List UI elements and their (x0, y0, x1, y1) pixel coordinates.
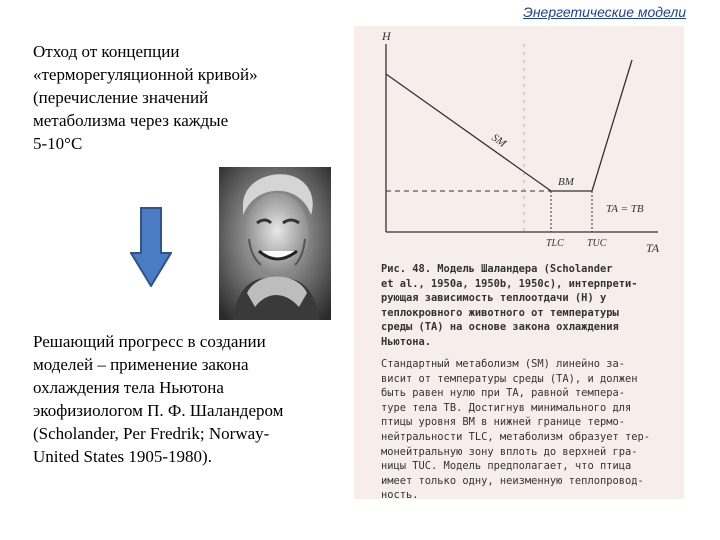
y-axis-label: H (382, 29, 391, 43)
heat-rise-line (592, 60, 632, 191)
description-line: туре тела TB. Достигнув минимального для (381, 401, 632, 414)
caption-line: et al., 1950a, 1950b, 1950c), интерпрети- (381, 277, 638, 290)
scholander-model-graph (354, 26, 684, 262)
equality-label: TA = TB (606, 203, 644, 215)
scholander-portrait-image (219, 167, 331, 320)
concept-line: метаболизма через каждые (33, 111, 229, 130)
concept-line: 5-10°С (33, 134, 83, 153)
sm-label: SM (489, 131, 509, 150)
x-axis-label: TA (646, 241, 660, 255)
description-line: быть равен нулю при TA, равной темпера- (381, 387, 625, 400)
progress-line: моделей – применение закона (33, 355, 249, 374)
caption-line: среды (TA) на основе закона охлаждения (381, 321, 619, 334)
progress-line: экофизиологом П. Ф. Шаландером (33, 401, 284, 420)
tlc-label: TLC (546, 238, 564, 249)
progress-line: United States 1905-1980). (33, 447, 212, 466)
description-line: Стандартный метаболизм (SM) линейно за- (381, 358, 625, 370)
description-line: ность. (381, 489, 419, 502)
description-line: висит от температуры среды (TA), и должен (381, 372, 638, 385)
caption-line: Ньютона. (381, 335, 432, 348)
description-line: птицы уровня BM в нижней границе термо- (381, 416, 625, 429)
header-title[interactable]: Энергетические модели (523, 4, 686, 20)
caption-line: Рис. 48. Модель Шаландера (Scholander (381, 263, 613, 275)
description-line: имеет только одну, неизменную теплопровод- (381, 474, 644, 487)
scholander-figure-panel (354, 26, 684, 502)
concept-line: (перечисление значений (33, 88, 209, 107)
description-line: ницы TUC. Модель предполагает, что птица (381, 460, 632, 473)
caption-line: теплокровного животного от температуры (381, 306, 619, 319)
bm-label: BM (558, 176, 574, 188)
sm-line (386, 74, 551, 191)
figure-caption (381, 262, 681, 350)
progress-line: (Scholander, Per Fredrik; Norway- (33, 424, 270, 443)
caption-line: рующая зависимость теплоотдачи (H) у (381, 292, 607, 305)
progress-line: охлаждения тела Ньютона (33, 378, 224, 397)
concept-line: Отход от концепции (33, 42, 180, 61)
progress-line: Решающий прогресс в создании (33, 332, 266, 351)
description-line: монейтральную зону вплоть до верхней гра- (381, 445, 638, 458)
progress-text (33, 330, 343, 468)
tuc-label: TUC (587, 238, 607, 249)
down-arrow-icon (130, 207, 172, 292)
description-line: нейтральности TLC, метаболизм образует тер- (381, 430, 650, 443)
concept-line: «терморегуляционной кривой» (33, 65, 258, 84)
concept-text (33, 40, 333, 155)
figure-description (381, 357, 681, 503)
